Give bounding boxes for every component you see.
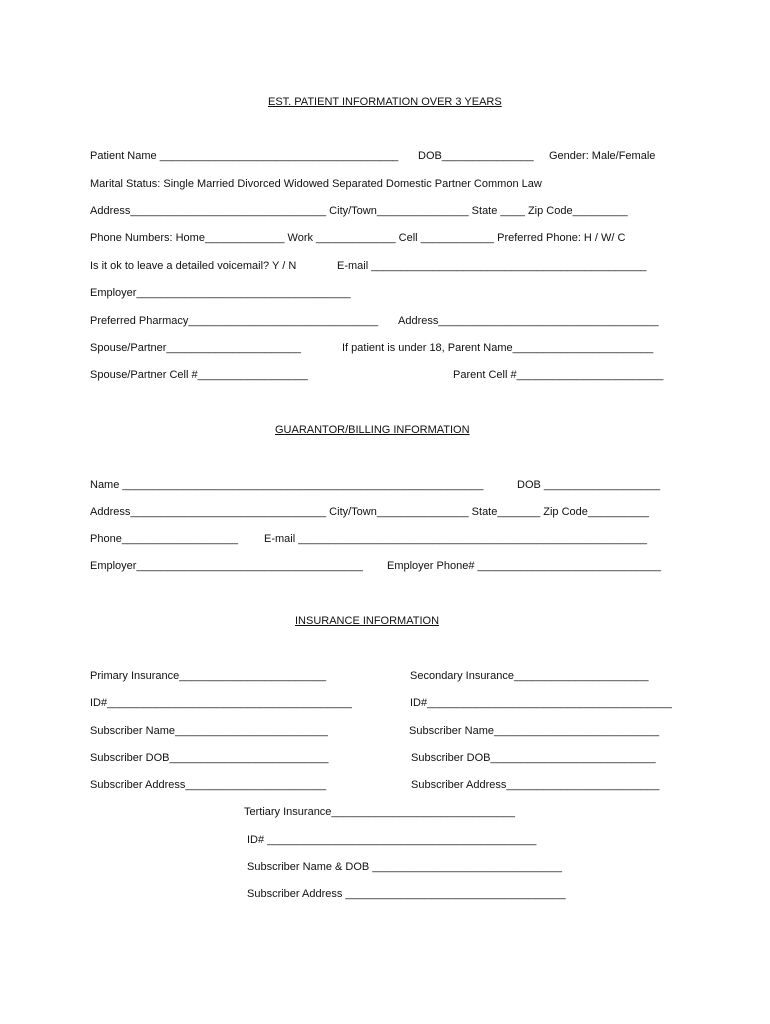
patient-employer-field[interactable]: Employer___________________________________	[90, 287, 351, 299]
spouse-partner-field[interactable]: Spouse/Partner______________________	[90, 342, 302, 354]
phone-numbers-field[interactable]: Phone Numbers: Home_____________ Work _____________ Cell ____________ Preferred Phone: H / W/ C	[90, 232, 626, 244]
guarantor-employer-field[interactable]: Employer_____________________________________	[90, 560, 363, 572]
secondary-id-field[interactable]: ID#________________________________________	[410, 697, 672, 709]
guarantor-dob-field[interactable]: DOB ___________________	[517, 479, 661, 491]
pharmacy-address-field[interactable]: Address____________________________________	[398, 315, 659, 327]
secondary-subscriber-dob-field[interactable]: Subscriber DOB___________________________	[411, 752, 656, 764]
patient-email-field[interactable]: E-mail _____________________________________________	[337, 260, 647, 272]
primary-subscriber-dob-field[interactable]: Subscriber DOB__________________________	[90, 752, 329, 764]
primary-id-field[interactable]: ID#________________________________________	[90, 697, 352, 709]
guarantor-address-field[interactable]: Address________________________________ City/Town_______________ State_______ Zip Code__________	[90, 506, 650, 518]
patient-name-field[interactable]: Patient Name _______________________________________	[90, 150, 399, 162]
primary-subscriber-name-field[interactable]: Subscriber Name_________________________	[90, 725, 328, 737]
preferred-pharmacy-field[interactable]: Preferred Pharmacy_______________________________	[90, 315, 379, 327]
patient-gender-field[interactable]: Gender: Male/Female	[549, 150, 656, 162]
tertiary-id-field[interactable]: ID# ____________________________________________	[247, 834, 537, 846]
primary-subscriber-address-field[interactable]: Subscriber Address_______________________	[90, 779, 327, 791]
insurance-section-title: INSURANCE INFORMATION	[295, 615, 440, 627]
parent-cell-field[interactable]: Parent Cell #________________________	[453, 369, 664, 381]
secondary-insurance-field[interactable]: Secondary Insurance______________________	[410, 670, 649, 682]
guarantor-email-field[interactable]: E-mail _________________________________________________________	[264, 533, 647, 545]
marital-status-options[interactable]: Marital Status: Single Married Divorced Widowed Separated Domestic Partner Common Law	[90, 178, 542, 190]
patient-dob-field[interactable]: DOB_______________	[418, 150, 534, 162]
spouse-partner-cell-field[interactable]: Spouse/Partner Cell #__________________	[90, 369, 308, 381]
guarantor-employer-phone-field[interactable]: Employer Phone# ______________________________	[387, 560, 662, 572]
patient-section-title: EST. PATIENT INFORMATION OVER 3 YEARS	[268, 96, 502, 108]
guarantor-name-field[interactable]: Name ___________________________________________________________	[90, 479, 484, 491]
patient-address-field[interactable]: Address________________________________ City/Town_______________ State ____ Zip Code_________	[90, 205, 628, 217]
tertiary-subscriber-name-dob-field[interactable]: Subscriber Name & DOB _______________________________	[247, 861, 562, 873]
primary-insurance-field[interactable]: Primary Insurance________________________	[90, 670, 327, 682]
tertiary-subscriber-address-field[interactable]: Subscriber Address ____________________________________	[247, 888, 566, 900]
parent-name-field[interactable]: If patient is under 18, Parent Name_______________________	[342, 342, 654, 354]
guarantor-section-title: GUARANTOR/BILLING INFORMATION	[275, 424, 470, 436]
secondary-subscriber-name-field[interactable]: Subscriber Name___________________________	[409, 725, 660, 737]
secondary-subscriber-address-field[interactable]: Subscriber Address_________________________	[411, 779, 660, 791]
guarantor-phone-field[interactable]: Phone___________________	[90, 533, 239, 545]
voicemail-permission-field[interactable]: Is it ok to leave a detailed voicemail? Y / N	[90, 260, 297, 272]
tertiary-insurance-field[interactable]: Tertiary Insurance______________________________	[244, 806, 515, 818]
